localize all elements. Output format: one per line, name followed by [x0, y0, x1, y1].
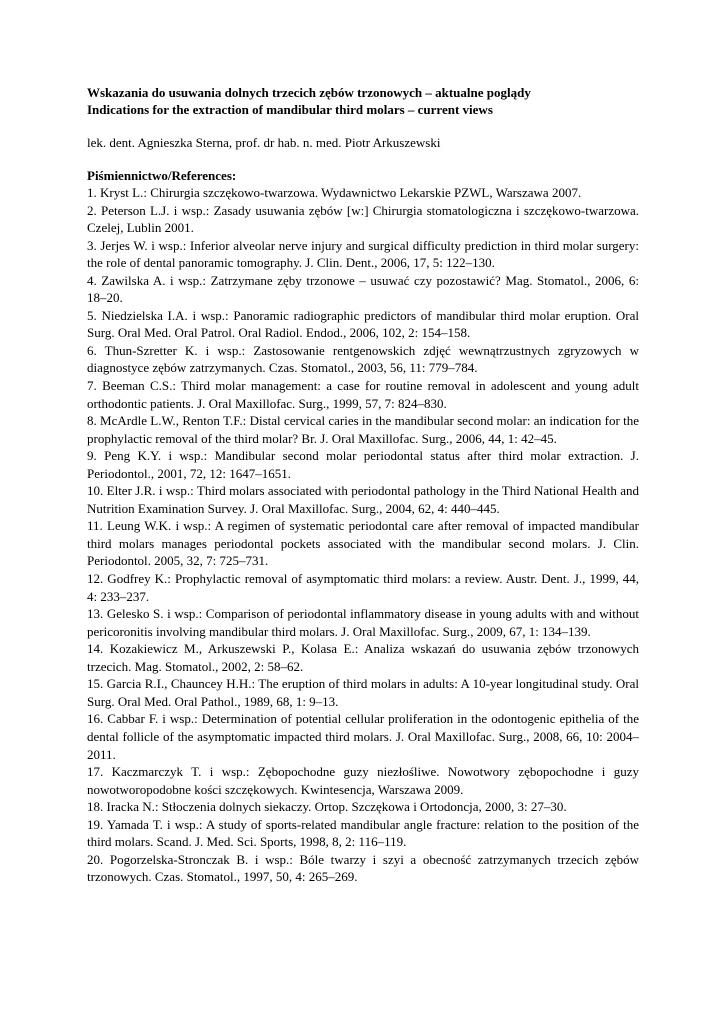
reference-item: 8. McArdle L.W., Renton T.F.: Distal cervical caries in the mandibular second molar: an indication for the prophylactic removal of the third molar? Br. J. Oral Maxillofac. Surg., 2006, 44, 1: 42–45. [87, 413, 639, 446]
reference-item: 20. Pogorzelska-Stronczak B. i wsp.: Bóle twarzy i szyi a obecność zatrzymanych trzecich zębów trzonowych. Czas. Stomatol., 1997, 50, 4: 265–269. [87, 851, 639, 885]
reference-item: 9. Peng K.Y. i wsp.: Mandibular second molar periodontal status after third molar extraction. J. Periodontol., 2001, 72, 12: 1647–1651. [87, 448, 639, 481]
title-polish: Wskazania do usuwania dolnych trzecich zębów trzonowych – aktualne poglądy [87, 85, 531, 100]
reference-item: 3. Jerjes W. i wsp.: Inferior alveolar nerve injury and surgical difficulty prediction in third molar surgery: the role of dental panoramic tomography. J. Clin. Dent., 2006, 17, 5: 122–130. [87, 237, 639, 271]
document-page [87, 84, 639, 886]
reference-item: 2. Peterson L.J. i wsp.: Zasady usuwania zębów [w:] Chirurgia stomatologiczna i szczękowo-twarzowa. Czelej, Lublin 2001. [87, 202, 639, 236]
reference-item: 14. Kozakiewicz M., Arkuszewski P., Kolasa E.: Analiza wskazań do usuwania zębów trzonowych trzecich. Mag. Stomatol., 2002, 2: 58–62. [87, 641, 639, 674]
references-list [87, 184, 639, 886]
reference-item: 4. Zawilska A. i wsp.: Zatrzymane zęby trzonowe – usuwać czy pozostawić? Mag. Stomatol., 2006, 6: 18–20. [87, 272, 639, 306]
reference-item: 12. Godfrey K.: Prophylactic removal of asymptomatic third molars: a review. Austr. Dent. J., 1999, 44, 4: 233–237. [87, 571, 639, 604]
reference-item: 5. Niedzielska I.A. i wsp.: Panoramic radiographic predictors of mandibular third molar eruption. Oral Surg. Oral Med. Oral Patrol. Oral Radiol. Endod., 2006, 102, 2: 154–158. [87, 307, 639, 341]
references-heading: Piśmiennictwo/References: [87, 168, 237, 183]
reference-item: 6. Thun-Szretter K. i wsp.: Zastosowanie rentgenowskich zdjęć wewnątrzustnych zgryzowych w diagnostyce zębów zatrzymanych. Czas. Stomatol., 2003, 56, 11: 779–784. [87, 342, 639, 376]
reference-item: 17. Kaczmarczyk T. i wsp.: Zębopochodne guzy niezłośliwe. Nowotwory zębopochodne i guzy nowotworopodobne kości szczękowych. Kwintesencja, Warszawa 2009. [87, 764, 639, 797]
title-english: Indications for the extraction of mandibular third molars – current views [87, 102, 493, 117]
reference-item: 18. Iracka N.: Stłoczenia dolnych siekaczy. Ortop. Szczękowa i Ortodoncja, 2000, 3: 27–30. [87, 799, 567, 815]
reference-item: 10. Elter J.R. i wsp.: Third molars associated with periodontal pathology in the Third National Health and Nutrition Examination Survey. J. Oral Maxillofac. Surg., 2004, 62, 4: 440–445. [87, 483, 639, 516]
authors-line: lek. dent. Agnieszka Sterna, prof. dr hab. n. med. Piotr Arkuszewski [87, 135, 441, 150]
reference-item: 15. Garcia R.I., Chauncey H.H.: The eruption of third molars in adults: A 10-year longitudinal study. Oral Surg. Oral Med. Oral Pathol., 1989, 68, 1: 9–13. [87, 676, 639, 709]
reference-item: 1. Kryst L.: Chirurgia szczękowo-twarzowa. Wydawnictwo Lekarskie PZWL, Warszawa 2007. [87, 185, 582, 200]
reference-item: 11. Leung W.K. i wsp.: A regimen of systematic periodontal care after removal of impacted mandibular third molars manages periodontal pockets associated with the mandibular second molars. J. Clin. Periodontol. 2005, 32, 7: 725–731. [87, 518, 639, 569]
reference-item: 13. Gelesko S. i wsp.: Comparison of periodontal inflammatory disease in young adults with and without pericoronitis involving mandibular third molars. J. Oral Maxillofac. Surg., 2009, 67, 1: 134–139. [87, 606, 639, 639]
reference-item: 16. Cabbar F. i wsp.: Determination of potential cellular proliferation in the odontogenic epithelia of the dental follicle of the asymptomatic impacted third molars. J. Oral Maxillofac. Surg., 2008, 66, 10: 2004–2011. [87, 711, 639, 762]
reference-item: 7. Beeman C.S.: Third molar management: a case for routine removal in adolescent and young adult orthodontic patients. J. Oral Maxillofac. Surg., 1999, 57, 7: 824–830. [87, 378, 639, 411]
reference-item: 19. Yamada T. i wsp.: A study of sports-related mandibular angle fracture: relation to the position of the third molars. Scand. J. Med. Sci. Sports, 1998, 8, 2: 116–119. [87, 816, 639, 850]
